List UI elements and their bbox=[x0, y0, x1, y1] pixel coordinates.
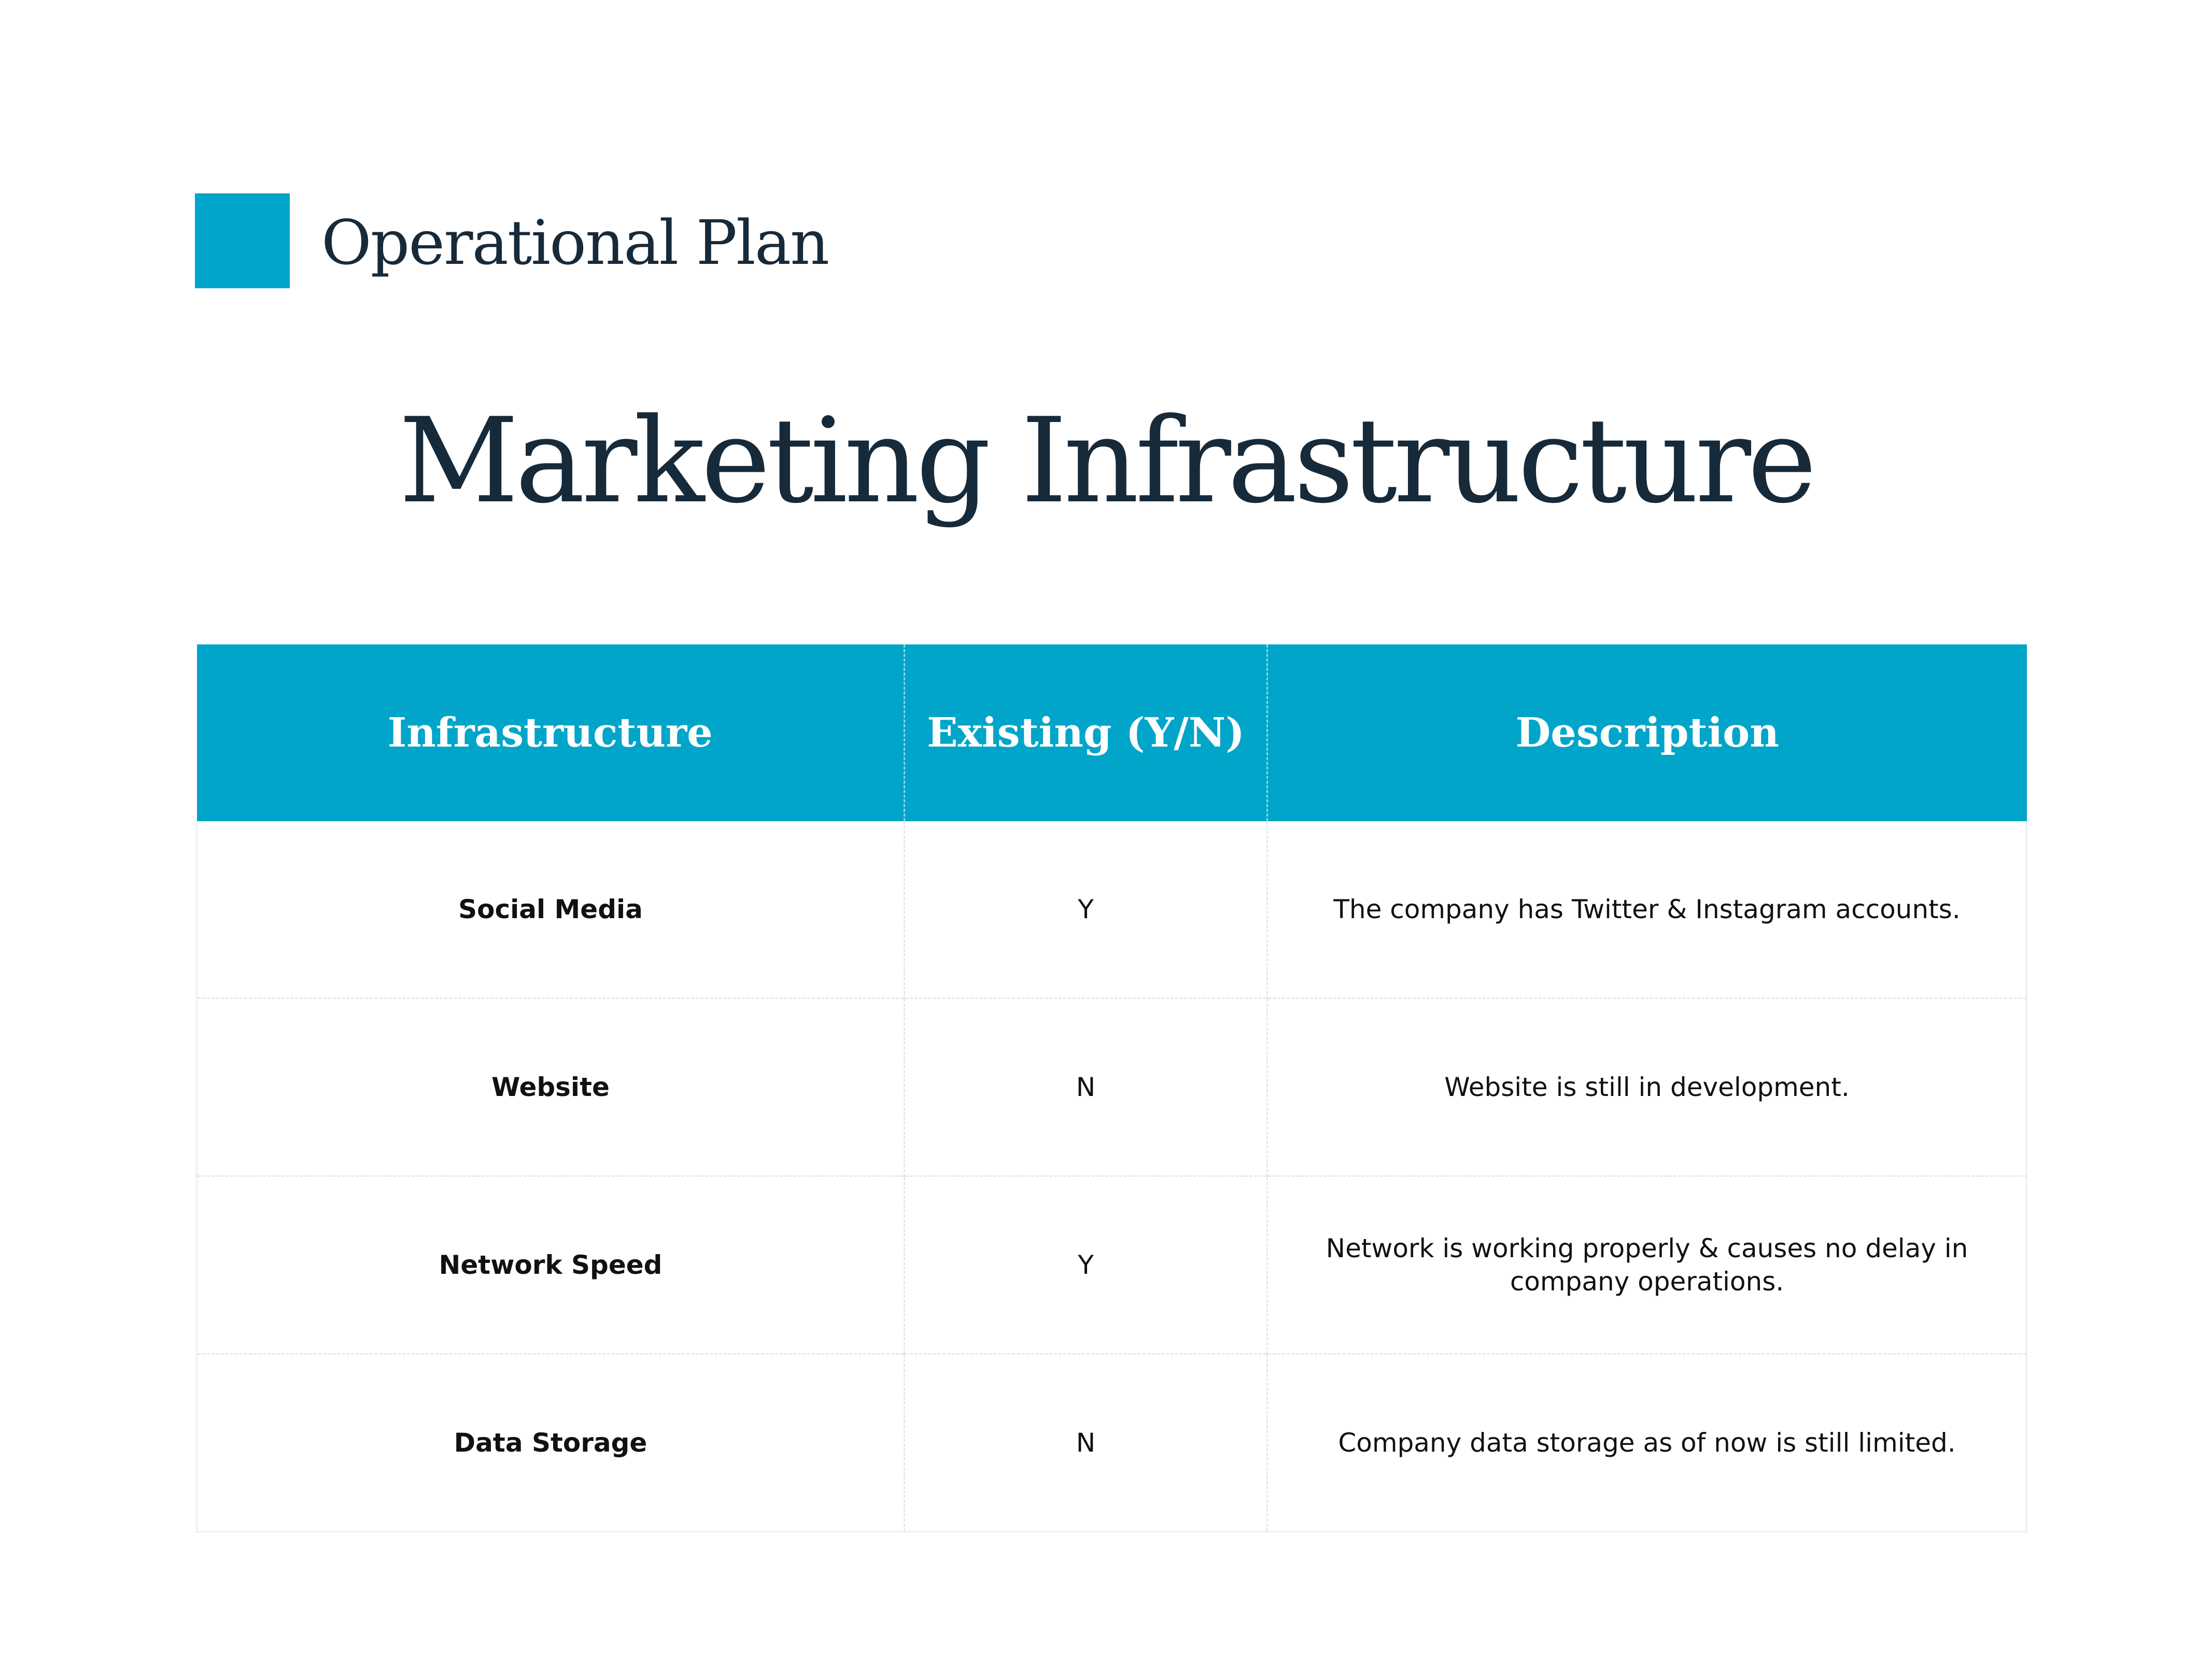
table-row bbox=[197, 1176, 2027, 1354]
infrastructure-table bbox=[196, 644, 2027, 1533]
cell-description: Website is still in development. bbox=[1267, 999, 2027, 1176]
table-row bbox=[197, 821, 2027, 999]
page-title: Marketing Infrastructure bbox=[399, 393, 1813, 529]
cell-existing: Y bbox=[905, 1176, 1267, 1354]
cell-description: Network is working properly & causes no delay in company operations. bbox=[1267, 1176, 2027, 1354]
section-label: Operational Plan bbox=[321, 207, 829, 278]
table-row bbox=[197, 999, 2027, 1176]
column-header-infrastructure: Infrastructure bbox=[197, 644, 905, 821]
cell-infrastructure: Network Speed bbox=[197, 1176, 905, 1354]
column-header-existing: Existing (Y/N) bbox=[905, 644, 1267, 821]
table-header-row bbox=[197, 644, 2027, 821]
cell-infrastructure: Website bbox=[197, 999, 905, 1176]
cell-existing: Y bbox=[905, 821, 1267, 999]
table-row bbox=[197, 1354, 2027, 1532]
cell-existing: N bbox=[905, 999, 1267, 1176]
cell-description: Company data storage as of now is still limited. bbox=[1267, 1354, 2027, 1532]
column-header-description: Description bbox=[1267, 644, 2027, 821]
cell-infrastructure: Data Storage bbox=[197, 1354, 905, 1532]
cell-description: The company has Twitter & Instagram accounts. bbox=[1267, 821, 2027, 999]
cell-existing: N bbox=[905, 1354, 1267, 1532]
accent-square bbox=[195, 193, 290, 288]
infrastructure-table-container bbox=[196, 644, 2026, 1533]
cell-infrastructure: Social Media bbox=[197, 821, 905, 999]
